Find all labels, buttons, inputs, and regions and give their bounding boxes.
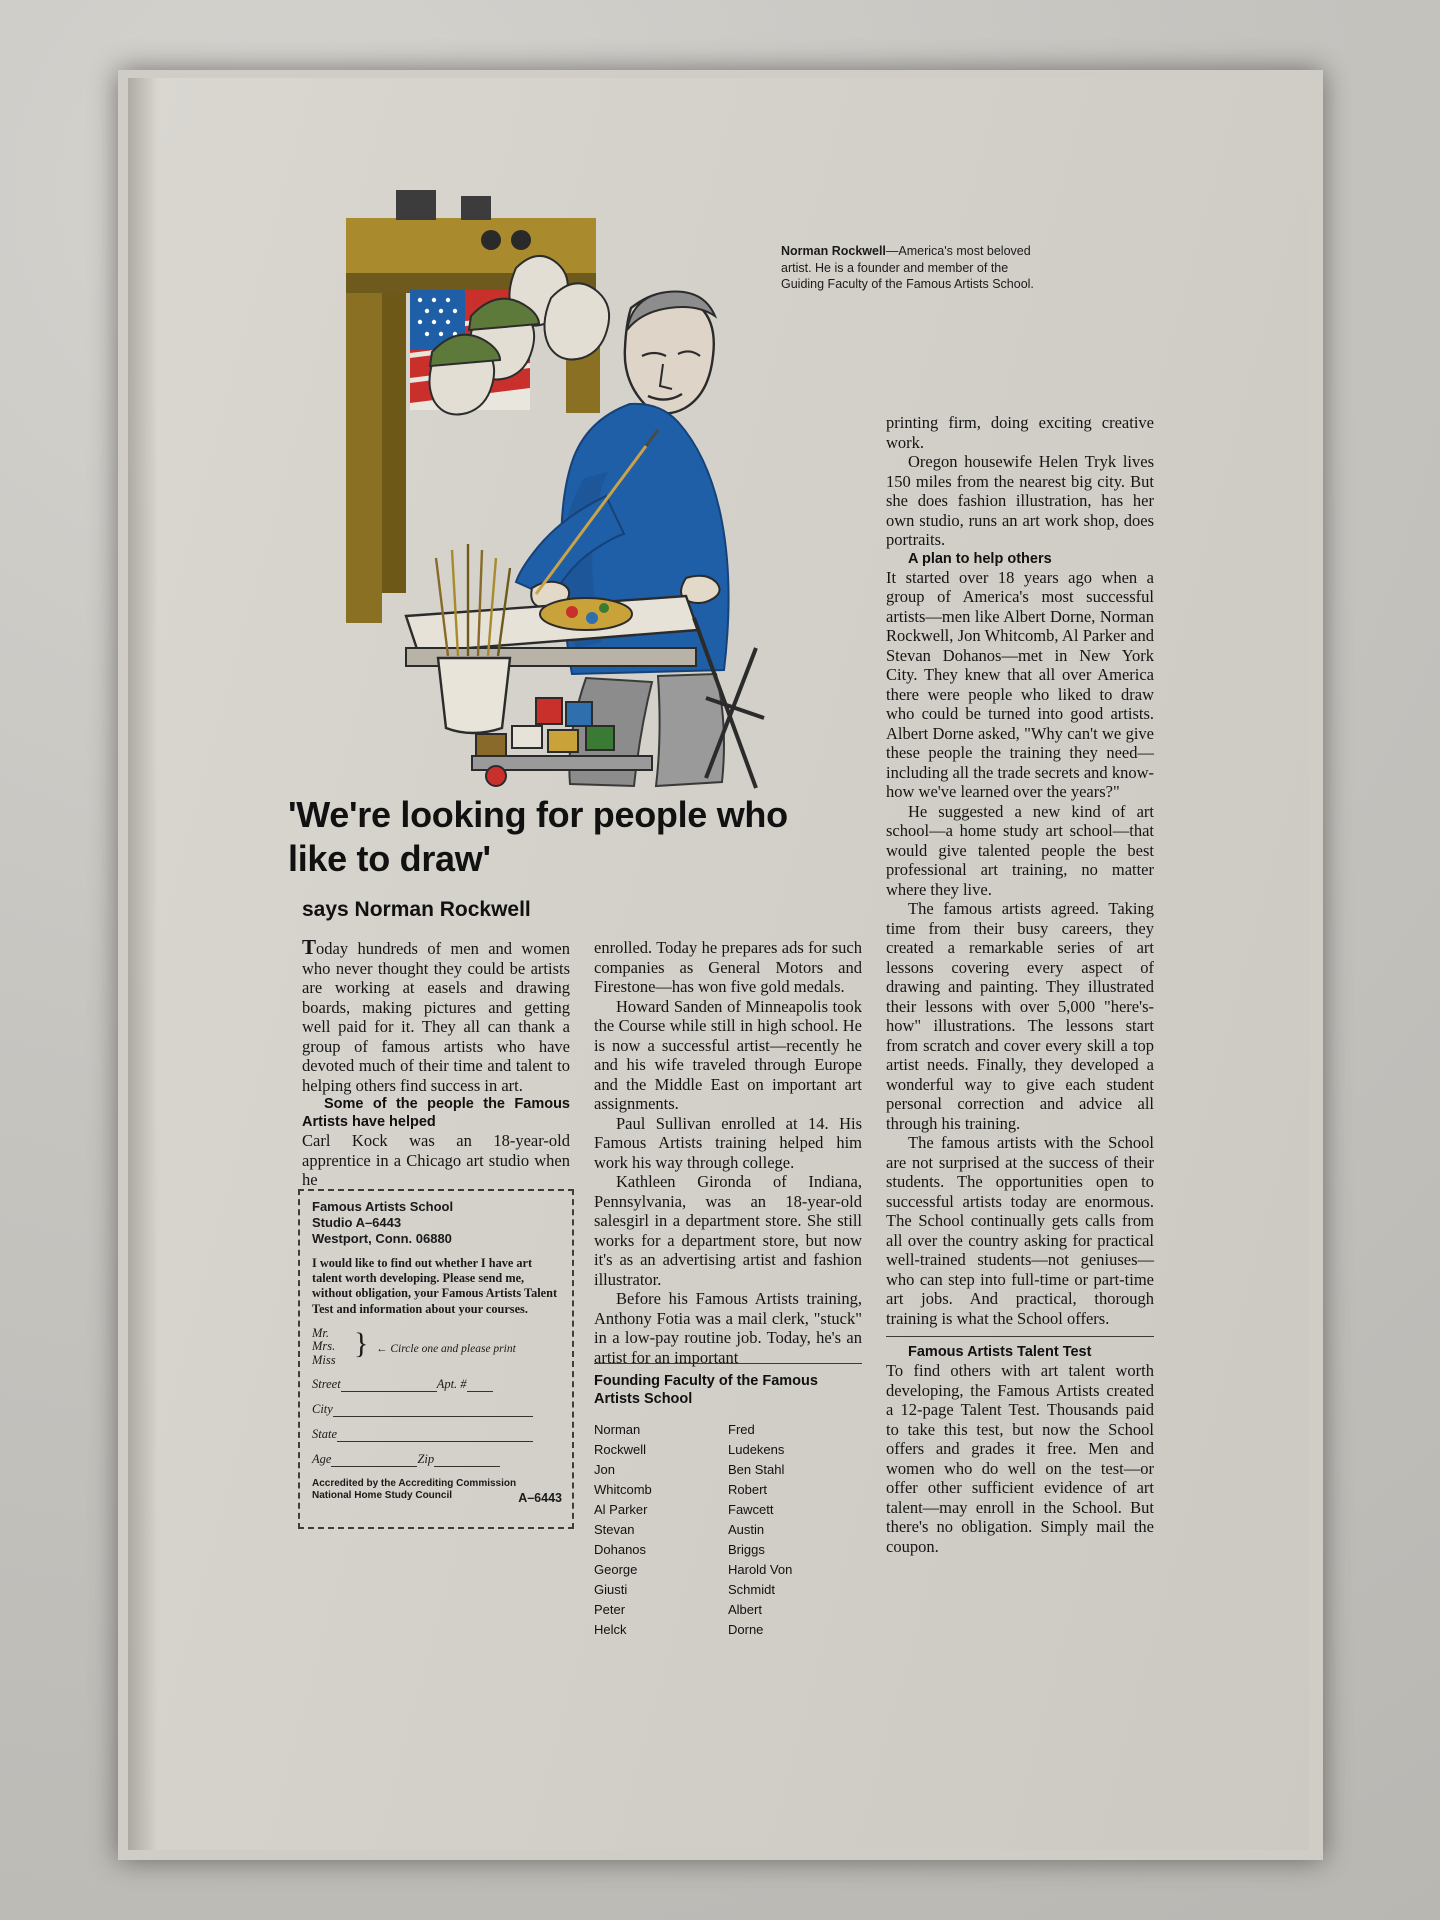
paragraph: The famous artists with the School are not surprised at the success of their students. The opportunities open to successful artists today are enormous. The School continually gets calls from all over the country asking for practical well-trained students—not geniuses—who can step into full-time or part-time art jobs. And practical, thorough training is what the School offers.	[886, 1133, 1154, 1328]
page-subtitle: says Norman Rockwell	[302, 898, 531, 921]
faculty-column-left	[594, 1420, 728, 1640]
coupon-address	[312, 1199, 562, 1247]
faculty-title: Founding Faculty of the Famous Artists School	[594, 1373, 818, 1407]
paragraph	[302, 935, 570, 1095]
faculty-columns	[594, 1420, 862, 1640]
ad-content	[206, 108, 1226, 1788]
divider	[594, 1363, 862, 1364]
coupon-city-row[interactable]	[312, 1401, 562, 1417]
coupon-blurb: I would like to find out whether I have art talent worth developing. Please send me, without obligation, your Famous Artists Talent Test and information about your courses.	[312, 1256, 558, 1316]
section-heading: Some of the people the Famous Artists have helped	[302, 1096, 570, 1130]
coupon-state-row[interactable]	[312, 1426, 562, 1442]
paragraph: He suggested a new kind of art school—a home study art school—that would give talented people the best professional art training, no matter where they live.	[886, 801, 1154, 899]
coupon-title-miss[interactable]: Miss	[312, 1352, 336, 1367]
coupon-studio: Studio A–6443	[312, 1215, 402, 1230]
section-heading: Famous Artists Talent Test	[908, 1344, 1092, 1360]
paragraph: Oregon housewife Helen Tryk lives 150 miles from the nearest big city. But she does fashion illustration, has her own studio, runs an art work shop, does portraits.	[886, 452, 1154, 549]
caption-text: —America's most beloved artist. He is a founder and member of the Guiding Faculty of the Famous Artists School.	[781, 244, 1034, 291]
paragraph: The famous artists agreed. Taking time from their busy careers, they created a remarkable series of art lessons covering every aspect of drawing and painting. They illustrated their lessons with over 5,000 "here's-how" illustrations. The lessons start from scratch and cover every skill a top artist needs. Finally, they developed a wonderful way to give each student personal correction and advice all through his training.	[886, 899, 1154, 1133]
coupon-apt-label: Apt. #	[436, 1377, 467, 1392]
section-heading: A plan to help others	[908, 550, 1052, 567]
reply-coupon[interactable]	[298, 1189, 574, 1529]
coupon-city: Westport, Conn. 06880	[312, 1231, 452, 1246]
paragraph: printing firm, doing exciting creative work.	[886, 413, 1154, 452]
paragraph-text: oday hundreds of men and women who never thought they could be artists are working at easels and drawing boards, making pictures and getting well paid for it. They all can thank a group of famous artists who have devoted much of their time and talent to helping others find success in art.	[302, 939, 570, 1095]
coupon-city-label: City	[312, 1402, 333, 1417]
coupon-title-mrs[interactable]: Mrs.	[312, 1339, 336, 1354]
list-item: Robert Fawcett	[728, 1482, 774, 1517]
illustration-caption	[781, 243, 1036, 293]
paragraph: It started over 18 years ago when a group of America's most successful artists—men like Albert Dorne, Norman Rockwell, Jon Whitcomb, Al Parker and Stevan Dohanos—met in New York City. They knew that all over America there were people who liked to draw who could be turned into good artists. Albert Dorne asked, "Why can't we give these people the training they need—including all the trade secrets and know-how we've learned over the years?"	[886, 567, 1154, 801]
list-item: Stevan Dohanos	[594, 1522, 647, 1557]
page-title: 'We're looking for people who like to draw'	[288, 794, 788, 879]
coupon-street-row[interactable]	[312, 1376, 562, 1392]
list-item: Norman Rockwell	[594, 1422, 647, 1457]
paragraph: To find others with art talent worth developing, the Famous Artists created a 12-page Talent Test. Thousands paid to take this test, but now the School offers and grades it free. Men and women who do well on the test—or offer other sufficient evidence of art talent—may enroll in the School. But there's no obligation. Simply mail the coupon.	[886, 1361, 1154, 1556]
body-column-1	[302, 935, 570, 1190]
list-item: Al Parker	[594, 1502, 648, 1517]
accred-line-1: Accredited by the Accrediting Commission	[312, 1478, 517, 1490]
body-column-2	[594, 938, 862, 1367]
coupon-code: A–6443	[518, 1491, 562, 1506]
list-item: Jon Whitcomb	[594, 1462, 652, 1497]
coupon-age-input[interactable]	[331, 1451, 417, 1467]
coupon-apt-input[interactable]	[467, 1376, 493, 1392]
coupon-accreditation	[312, 1478, 562, 1506]
coupon-street-input[interactable]	[341, 1376, 437, 1392]
coupon-state-label: State	[312, 1427, 337, 1442]
list-item: George Giusti	[594, 1562, 638, 1597]
coupon-age-row[interactable]	[312, 1451, 562, 1467]
divider	[886, 1336, 1154, 1337]
faculty-column-right	[728, 1420, 862, 1640]
coupon-zip-label: Zip	[417, 1452, 435, 1467]
rockwell-illustration	[286, 178, 816, 798]
coupon-city-input[interactable]	[333, 1401, 533, 1417]
paragraph: Before his Famous Artists training, Anthony Fotia was a mail clerk, "stuck" in a low-pay routine job. Today, he's an artist for an important	[594, 1289, 862, 1367]
paragraph: Kathleen Gironda of Indiana, Pennsylvania, was an 18-year-old salesgirl in a department store. She still works for a department store, but now it's as an advertising artist and fashion illustrator.	[594, 1172, 862, 1289]
list-item: Austin Briggs	[728, 1522, 765, 1557]
coupon-state-input[interactable]	[337, 1426, 533, 1442]
coupon-age-label: Age	[312, 1452, 332, 1467]
paragraph: Carl Kock was an 18-year-old apprentice in a Chicago art studio when he	[302, 1131, 570, 1189]
accred-line-2: National Home Study Council	[312, 1490, 453, 1502]
paragraph: Paul Sullivan enrolled at 14. His Famous Artists training helped him work his way through college.	[594, 1113, 862, 1172]
coupon-school-name: Famous Artists School	[312, 1199, 454, 1214]
magazine-page	[118, 70, 1323, 1860]
page-spine-shadow	[128, 78, 158, 1850]
paragraph: Howard Sanden of Minneapolis took the Course while still in high school. He is now a successful artist—recently he and his wife traveled through Europe and the Middle East on important art assignments.	[594, 996, 862, 1113]
page-surface	[128, 78, 1309, 1850]
coupon-street-label: Street	[312, 1377, 341, 1392]
list-item: Albert Dorne	[728, 1602, 764, 1637]
list-item: Fred Ludekens	[728, 1422, 785, 1457]
drop-cap: T	[302, 935, 317, 959]
coupon-title-mr[interactable]: Mr.	[312, 1325, 330, 1340]
list-item: Ben Stahl	[728, 1462, 785, 1477]
coupon-title-group[interactable]	[312, 1327, 562, 1368]
brace-icon: }	[354, 1326, 369, 1360]
paragraph: enrolled. Today he prepares ads for such companies as General Motors and Firestone—has won five gold medals.	[594, 938, 862, 996]
body-column-3	[886, 413, 1154, 1556]
coupon-zip-input[interactable]	[434, 1451, 500, 1467]
list-item: Peter Helck	[594, 1602, 627, 1637]
caption-lead: Norman Rockwell	[781, 244, 886, 258]
coupon-circle-note: ← Circle one and please print	[376, 1342, 516, 1355]
list-item: Harold Von Schmidt	[728, 1562, 793, 1597]
founding-faculty	[594, 1363, 862, 1640]
